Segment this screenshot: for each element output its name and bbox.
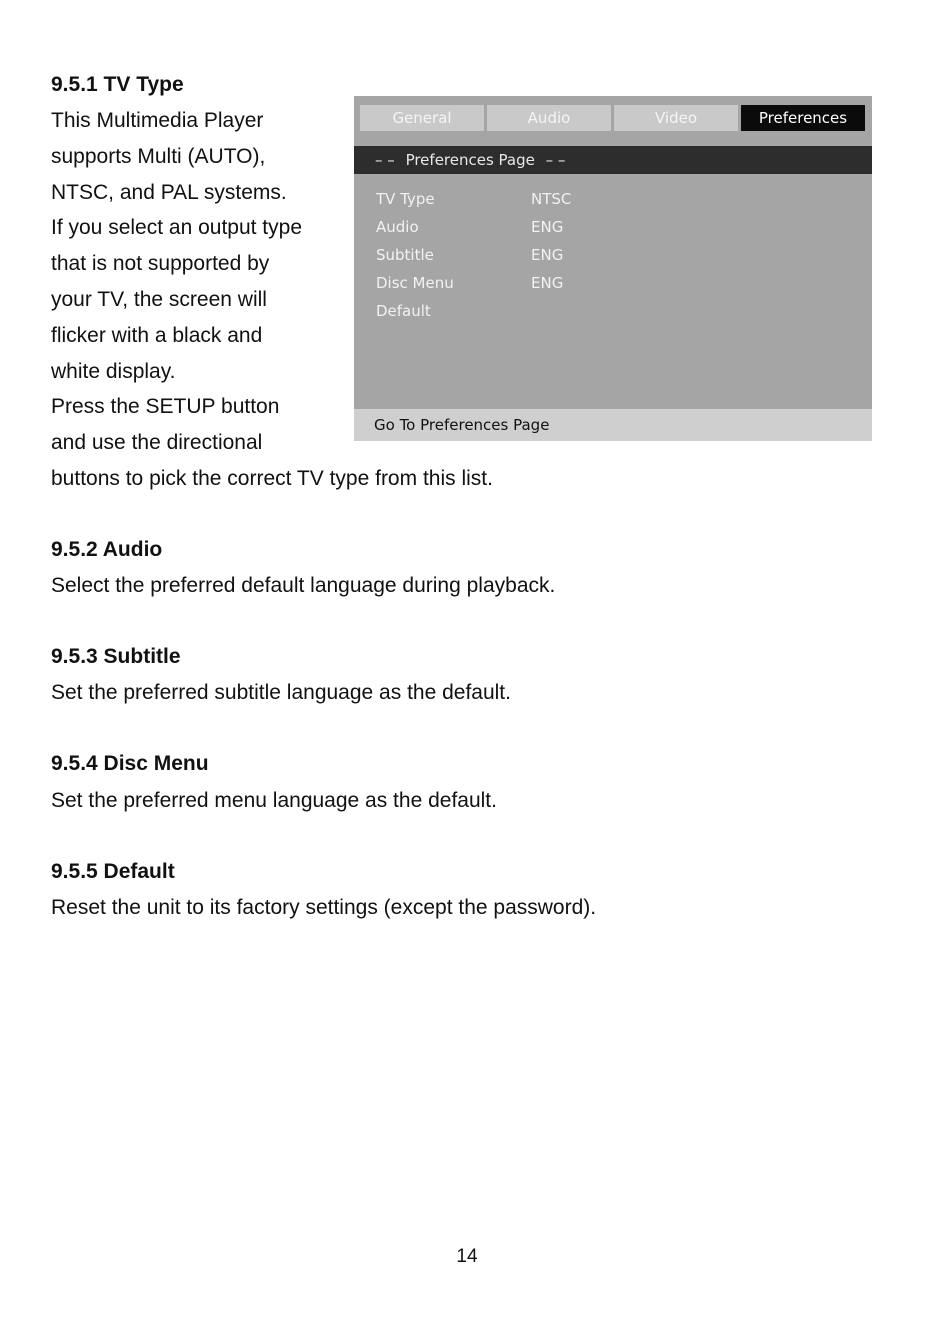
tab-preferences[interactable]: Preferences (741, 105, 865, 131)
menu-item-value: ENG (531, 274, 564, 292)
menu-item-value: NTSC (531, 190, 572, 208)
text-line: buttons to pick the correct TV type from this list. (51, 466, 493, 490)
menu-item-label: Subtitle (376, 246, 434, 264)
paragraph-audio: Select the preferred default language during playback. (51, 574, 556, 597)
status-text: Go To Preferences Page (374, 416, 550, 434)
menu-item-label: Disc Menu (376, 274, 454, 292)
heading-audio: 9.5.2 Audio (51, 538, 163, 561)
page-number: 14 (456, 1246, 478, 1267)
text-line: and use the directional (51, 431, 263, 455)
menu-item-default[interactable] (376, 297, 431, 325)
menu-item-tv-type[interactable] (376, 185, 572, 213)
tab-audio[interactable]: Audio (487, 105, 611, 131)
status-bar (354, 409, 872, 441)
text-line: that is not supported by (51, 252, 270, 276)
text-line: NTSC, and PAL systems. (51, 180, 287, 204)
heading-disc-menu: 9.5.4 Disc Menu (51, 752, 209, 775)
tab-general[interactable]: General (360, 105, 484, 131)
menu-item-subtitle[interactable] (376, 241, 564, 269)
menu-item-label: Default (376, 302, 431, 320)
title-dashes-right: – – (545, 151, 566, 169)
text-line: flicker with a black and (51, 323, 263, 347)
title-dashes-left: – – (375, 151, 395, 169)
menu-item-label: Audio (376, 218, 419, 236)
menu-item-value: ENG (531, 218, 564, 236)
heading-subtitle: 9.5.3 Subtitle (51, 645, 181, 668)
paragraph-subtitle: Set the preferred subtitle language as the default. (51, 681, 511, 704)
paragraph-disc-menu: Set the preferred menu language as the default. (51, 789, 497, 812)
menu-item-disc-menu[interactable] (376, 269, 564, 297)
menu-item-label: TV Type (376, 190, 435, 208)
page-title-bar (354, 146, 872, 174)
setup-menu-screenshot (354, 96, 872, 441)
tab-video[interactable]: Video (614, 105, 738, 131)
text-line: Press the SETUP button (51, 395, 280, 419)
page-title: Preferences Page (405, 151, 535, 169)
paragraph-default: Reset the unit to its factory settings (except the password). (51, 896, 597, 919)
text-line: This Multimedia Player (51, 109, 264, 132)
text-line: supports Multi (AUTO), (51, 144, 266, 168)
text-line: If you select an output type (51, 216, 302, 240)
text-line: your TV, the screen will (51, 287, 267, 311)
menu-item-value: ENG (531, 246, 564, 264)
text-line: white display. (51, 359, 176, 383)
heading-default: 9.5.5 Default (51, 860, 175, 883)
menu-tab-bar (354, 96, 872, 141)
menu-item-audio[interactable] (376, 213, 564, 241)
heading-tv-type: 9.5.1 TV Type (51, 73, 184, 96)
